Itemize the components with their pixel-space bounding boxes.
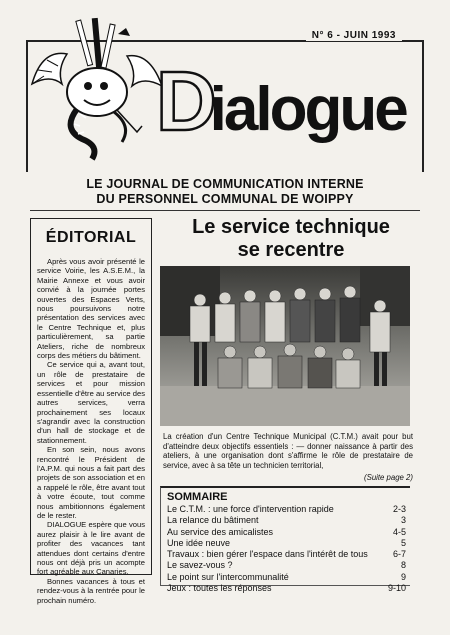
editorial-paragraph: En son sein, nous avons rencontré le Président de l'A.P.M. qui nous a fait part des projets de son association et en a rappelé le rôle, être avant tout à votre écoute, tout comme nous ambitionnons également de le rester. [37,445,145,520]
editorial-paragraph: Ce service qui a, avant tout, un rôle de prestataire de services et pour mission essentielle d'être au service des autres services, verra prochainement ses locaux s'agrandir avec la construction d'un hall de stockage et de stationnement. [37,360,145,445]
divider [30,210,420,211]
editorial-paragraph: Après vous avoir présenté le service Voirie, les A.S.E.M., la Mairie Annexe et vous avoir convié à la journée portes ouvertes des Espaces Verts, nous poursuivons notre présentation des services avec le Centre Technique et, plus particulièrement, sa partie Ateliers, riche de nombreux corps des métiers du bâtiment. [37,257,145,361]
subtitle-line-1: LE JOURNAL DE COMMUNICATION INTERNE [86,177,364,191]
toc-item [167,538,406,549]
toc-label: Le point sur l'intercommunalité [167,571,289,582]
toc-item [167,527,406,538]
headline-line-2: se recentre [237,239,345,261]
caption-text: La création d'un Centre Technique Municipal (C.T.M.) avait pour but d'atteindre deux objectifs essentiels : — donner naissance à partir des ateliers, à une organisation dont s'affirme le rôle de prestataire de service, avec à sa tête un technicien territorial, [163,432,413,470]
toc-page: 5 [400,537,406,548]
toc-page: 3 [400,515,406,526]
toc-label: Jeux : toutes les réponses [167,583,272,594]
mascot-illustration [22,14,172,164]
headline-line-1: Le service technique [192,216,390,238]
toc-item [167,560,406,571]
article-headline [160,216,422,262]
editorial-paragraph: Bonnes vacances à tous et rendez-vous à la rentrée pour le prochain numéro. [37,576,145,605]
toc-item [167,504,406,515]
subtitle [30,177,420,207]
toc-label: Le savez-vous ? [167,560,233,571]
group-photo [160,266,410,426]
toc-page: 4-5 [392,526,406,537]
toc-page: 9 [400,571,406,582]
toc-item [167,515,406,526]
toc-page: 9-10 [387,583,406,594]
toc-label: Le C.T.M. : une force d'intervention rapide [167,504,334,514]
logo-initial: D [156,54,214,148]
editorial-paragraph: DIALOGUE espère que vous aurez plaisir à le lire avant de profiter des vacances tant attendues dont certains d'entre nous ont déjà pris un acompte fort agréable aux Canaries. [37,520,145,577]
toc-item [167,549,406,560]
toc-label: Travaux : bien gérer l'espace dans l'intérêt de tous [167,549,368,560]
subtitle-line-2: DU PERSONNEL COMMUNAL DE WOIPPY [96,192,354,206]
editorial-title: ÉDITORIAL [45,229,137,246]
table-of-contents [160,486,410,594]
logo-text: ialogue [209,75,406,144]
toc-title: SOMMAIRE [167,491,228,503]
toc-item [167,572,406,583]
frame-line [422,40,424,172]
editorial-box [30,218,152,605]
toc-page: 2-3 [392,504,406,514]
photo-caption [163,432,413,483]
toc-page: 6-7 [392,549,406,560]
toc-label: Au service des amicalistes [167,526,274,537]
masthead [8,8,442,173]
dialogue-logo [156,54,406,148]
continued-note: (Suite page 2) [364,473,413,483]
toc-item [167,583,406,594]
toc-page: 8 [400,560,406,571]
toc-label: Une idée neuve [167,537,231,548]
issue-number: N° 6 - JUIN 1993 [306,30,402,41]
toc-label: La relance du bâtiment [167,515,259,526]
